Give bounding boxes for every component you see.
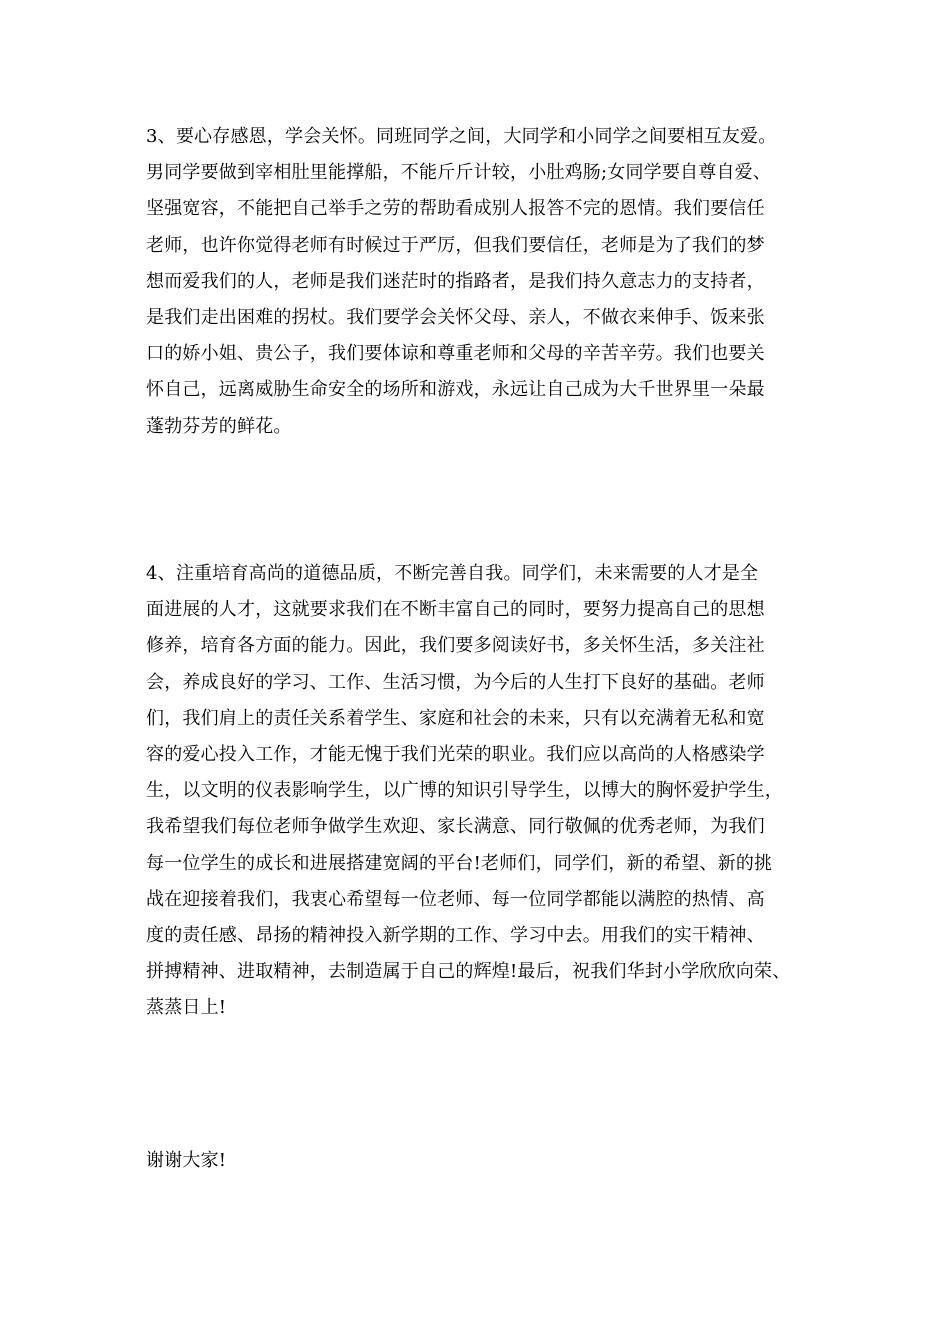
text-line: 蓬勃芬芳的鲜花。 [146, 415, 292, 437]
text-line: 老师，也许你觉得老师有时候过于严厉，但我们要信任，老师是为了我们的梦 [146, 234, 765, 256]
text-line: 度的责任感、昂扬的精神投入新学期的工作、学习中去。用我们的实干精神、 [146, 925, 765, 946]
text-line: 口的娇小姐、贵公子，我们要体谅和尊重老师和父母的辛苦辛劳。我们也要关 [146, 343, 765, 365]
text-line: 是我们走出困难的拐杖。我们要学会关怀父母、亲人，不做衣来伸手、饭来张 [146, 307, 765, 328]
closing-line: 谢谢大家! [146, 1150, 227, 1171]
text-line: 每一位学生的成长和进展搭建宽阔的平台!老师们，同学们，新的希望、新的挑 [146, 852, 773, 874]
text-line: 会，养成良好的学习、工作、生活习惯，为今后的人生打下良好的基础。老师 [146, 671, 765, 693]
text-line: 坚强宽容，不能把自己举手之劳的帮助看成别人报答不完的恩情。我们要信任 [146, 198, 765, 220]
text-line: 面进展的人才，这就要求我们在不断丰富自己的同时，要努力提高自己的思想 [146, 599, 765, 621]
text-line: 容的爱心投入工作，才能无愧于我们光荣的职业。我们应以高尚的人格感染学 [146, 744, 765, 765]
text-line: 我希望我们每位老师争做学生欢迎、家长满意、同行敬佩的优秀老师，为我们 [146, 816, 765, 838]
text-line: 拼搏精神、进取精神，去制造属于自己的辉煌!最后，祝我们华封小学欣欣向荣、 [146, 961, 791, 983]
text-line: 想而爱我们的人，老师是我们迷茫时的指路者，是我们持久意志力的支持者， [146, 270, 765, 292]
text-line: 战在迎接着我们，我衷心希望每一位老师、每一位同学都能以满腔的热情、高 [146, 888, 765, 910]
text-line: 修养，培育各方面的能力。因此，我们要多阅读好书，多关怀生活，多关注社 [146, 635, 765, 657]
text-line: 蒸蒸日上! [146, 997, 227, 1019]
text-line: 们，我们肩上的责任关系着学生、家庭和社会的未来，只有以充满着无私和宽 [146, 707, 765, 729]
text-line: 男同学要做到宰相肚里能撑船，不能斤斤计较，小肚鸡肠;女同学要自尊自爱、 [146, 162, 772, 184]
text-line: 生，以文明的仪表影响学生，以广博的知识引导学生，以博大的胸怀爱护学生， [146, 780, 783, 802]
text-line: 4、注重培育高尚的道德品质，不断完善自我。同学们，未来需要的人才是全 [146, 563, 759, 584]
text-line: 怀自己，远离威胁生命安全的场所和游戏，永远让自己成为大千世界里一朵最 [146, 379, 765, 401]
text-line: 3、要心存感恩，学会关怀。同班同学之间，大同学和小同学之间要相互友爱。 [146, 126, 777, 147]
